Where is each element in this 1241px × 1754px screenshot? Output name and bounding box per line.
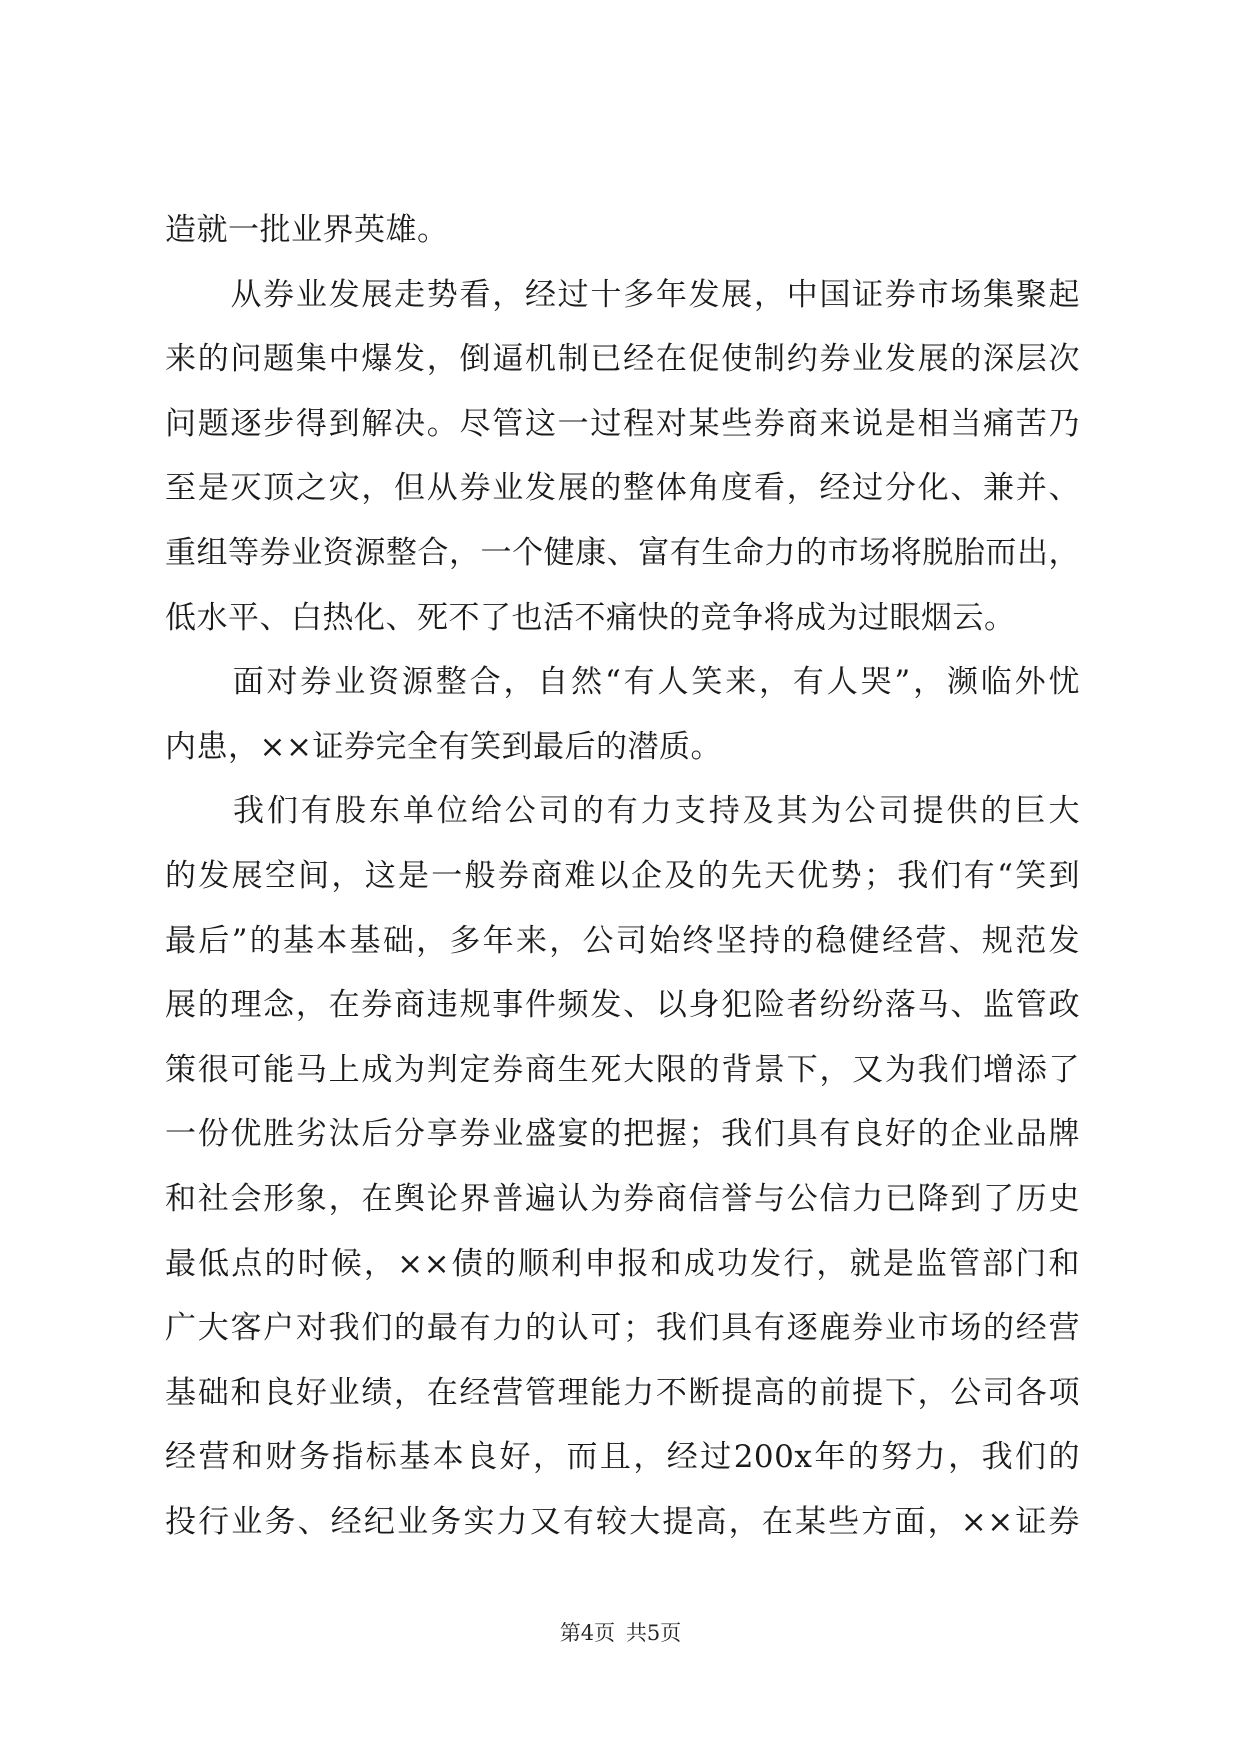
text-line: 造就一批业界英雄。	[165, 212, 449, 248]
text-line: 内患，××证券完全有笑到最后的潜质。	[165, 728, 722, 765]
text-line: 基础和良好业绩，在经营管理能力不断提高的前提下，公司各项	[165, 1374, 1080, 1411]
text-line: 面对券业资源整合，自然“有人笑来，有人哭”，濒临外忧	[165, 664, 1080, 701]
page-footer	[0, 1617, 1241, 1647]
text-line: 最低点的时候，××债的顺利申报和成功发行，就是监管部门和	[165, 1245, 1080, 1282]
text-line: 低水平、白热化、死不了也活不痛快的竞争将成为过眼烟云。	[165, 599, 1016, 636]
text-line: 经营和财务指标基本良好，而且，经过200x年的努力，我们的	[165, 1439, 1080, 1476]
text-line: 我们有股东单位给公司的有力支持及其为公司提供的巨大	[165, 793, 1080, 830]
text-line: 投行业务、经纪业务实力又有较大提高，在某些方面，××证券	[165, 1503, 1080, 1540]
page-total: 共5页	[625, 1621, 682, 1645]
text-line: 最后”的基本基础，多年来，公司始终坚持的稳健经营、规范发	[165, 922, 1080, 959]
text-line: 问题逐步得到解决。尽管这一过程对某些券商来说是相当痛苦乃	[165, 405, 1080, 442]
text-line: 策很可能马上成为判定券商生死大限的背景下，又为我们增添了	[165, 1051, 1080, 1088]
text-line: 展的理念，在券商违规事件频发、以身犯险者纷纷落马、监管政	[165, 987, 1080, 1024]
text-line: 广大客户对我们的最有力的认可；我们具有逐鹿券业市场的经营	[165, 1310, 1080, 1347]
text-line: 从券业发展走势看，经过十多年发展，中国证券市场集聚起	[165, 276, 1080, 313]
text-line: 重组等券业资源整合，一个健康、富有生命力的市场将脱胎而出，	[165, 534, 1080, 571]
text-line: 和社会形象，在舆论界普遍认为券商信誉与公信力已降到了历史	[165, 1180, 1080, 1217]
document-body	[165, 198, 1080, 1554]
text-line: 来的问题集中爆发，倒逼机制已经在促使制约券业发展的深层次	[165, 341, 1080, 378]
text-line: 至是灭顶之灾，但从券业发展的整体角度看，经过分化、兼并、	[165, 470, 1080, 507]
text-line: 一份优胜劣汰后分享券业盛宴的把握；我们具有良好的企业品牌	[165, 1116, 1080, 1153]
page-number: 第4页	[559, 1621, 616, 1645]
text-line: 的发展空间，这是一般券商难以企及的先天优势；我们有“笑到	[165, 857, 1080, 894]
